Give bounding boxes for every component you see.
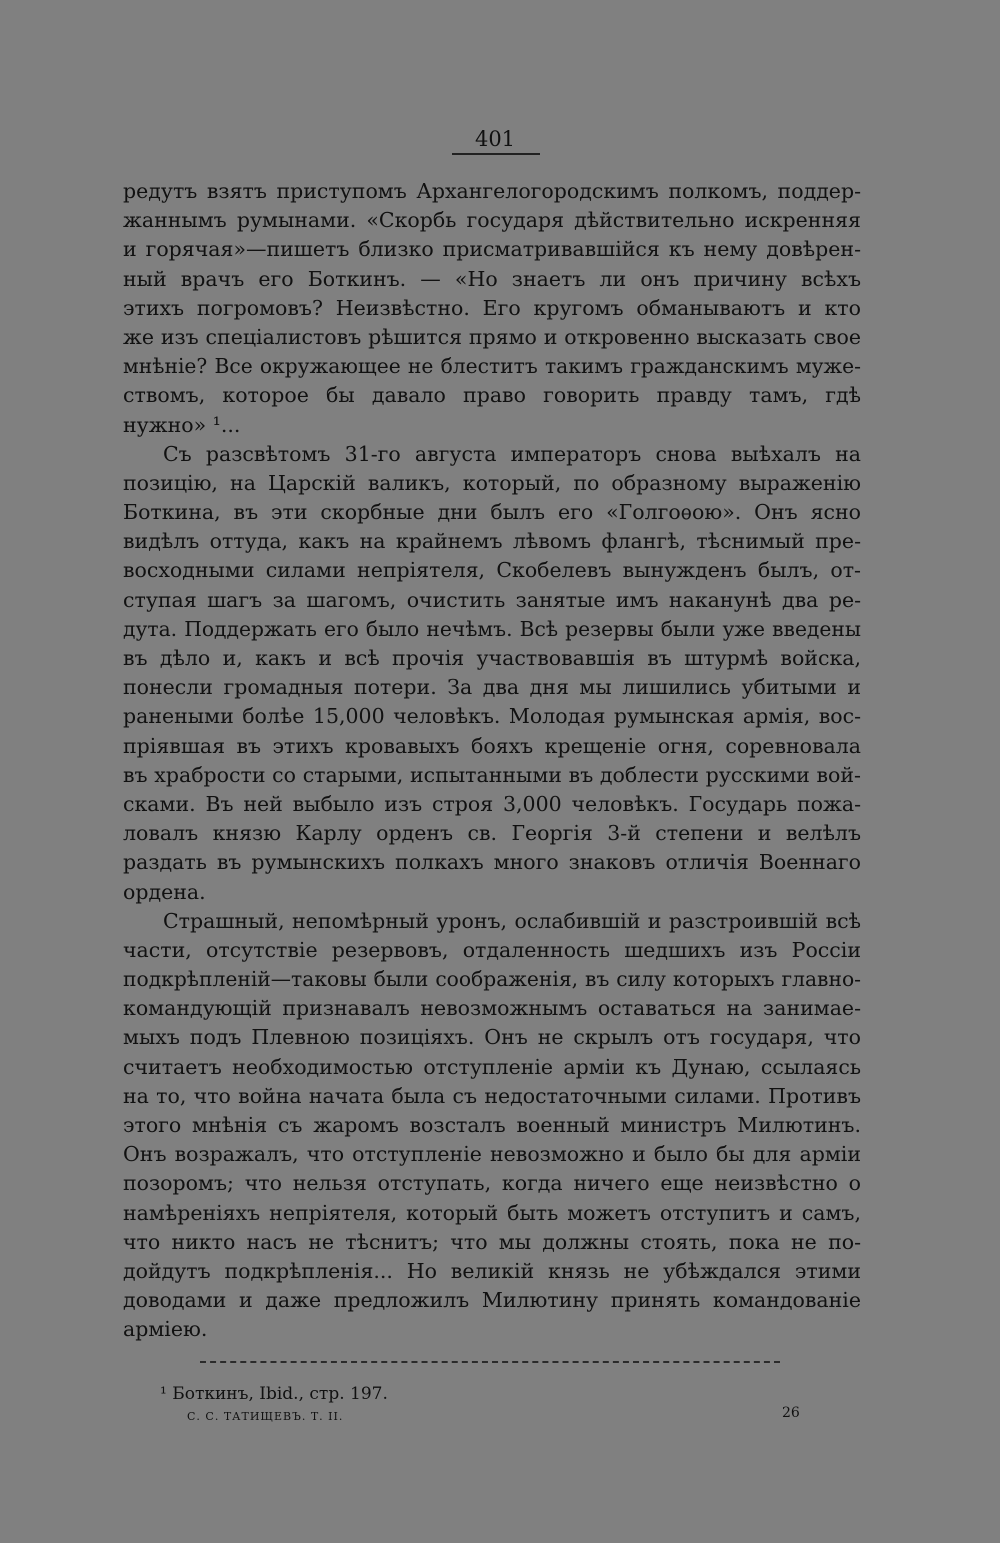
text-line: ордена. bbox=[123, 879, 206, 904]
text-line: мнѣніе? Все окружающее не блеститъ такимъ гражданскимъ муже- bbox=[123, 354, 861, 379]
text-line: Онъ возражалъ, что отступленіе невозможно и было бы для арміи bbox=[123, 1142, 861, 1167]
text-line: ступая шагъ за шагомъ, очистить занятые имъ наканунѣ два ре- bbox=[123, 587, 861, 612]
text-line: восходными силами непріятеля, Скобелевъ вынужденъ былъ, от- bbox=[123, 558, 861, 583]
text-line: жаннымъ румынами. «Скорбь государя дѣйствительно искренняя bbox=[123, 208, 861, 233]
text-line: этого мнѣнія съ жаромъ возсталъ военный министръ Милютинъ. bbox=[123, 1113, 861, 1137]
text-line: понесли громадныя потери. За два дня мы лишились убитыми и bbox=[123, 675, 861, 700]
text-line: ный врачъ его Боткинъ. — «Но знаетъ ли онъ причину всѣхъ bbox=[123, 266, 861, 291]
page-number-underline bbox=[452, 153, 540, 155]
text-line: части, отсутствіе резервовъ, отдаленность шедшихъ изъ Россіи bbox=[123, 937, 861, 962]
text-line: сками. Въ ней выбыло изъ строя 3,000 человѣкъ. Государь пожа- bbox=[123, 791, 861, 816]
printer-signature: С. С. ТАТИЩЕВЪ. Т. II. bbox=[187, 1410, 344, 1423]
text-line: командующій признавалъ невозможнымъ оставаться на занимае- bbox=[123, 996, 861, 1021]
text-line: ловалъ князю Карлу орденъ св. Георгія 3-й степени и велѣлъ bbox=[123, 821, 861, 846]
text-line: доводами и даже предложилъ Милютину принять командованіе bbox=[123, 1288, 861, 1313]
text-line: подкрѣпленій—таковы были соображенія, въ силу которыхъ главно- bbox=[123, 967, 861, 992]
text-line: видѣлъ оттуда, какъ на крайнемъ лѣвомъ флангѣ, тѣснимый пре- bbox=[123, 529, 861, 554]
text-line: въ храбрости со старыми, испытанными въ доблести русскими вой- bbox=[123, 762, 861, 787]
text-line: этихъ погромовъ? Неизвѣстно. Его кругомъ обманываютъ и кто bbox=[123, 295, 861, 320]
footnote-separator bbox=[200, 1361, 780, 1364]
text-line: раздать въ румынскихъ полкахъ много знаковъ отличія Военнаго bbox=[123, 850, 861, 875]
sheet-number: 26 bbox=[782, 1405, 800, 1421]
text-line: нужно» ¹... bbox=[123, 412, 241, 437]
text-line: же изъ спеціалистовъ рѣшится прямо и откровенно высказать свое bbox=[123, 324, 861, 349]
text-line: ранеными болѣе 15,000 человѣкъ. Молодая румынская армія, вос- bbox=[123, 704, 861, 729]
text-line: позицію, на Царскій валикъ, который, по образному выраженію bbox=[123, 470, 861, 495]
text-line: Боткина, въ эти скорбные дни былъ его «Голгоѳою». Онъ ясно bbox=[123, 500, 861, 525]
text-line: намѣреніяхъ непріятеля, который быть можетъ отступитъ и самъ, bbox=[123, 1200, 861, 1225]
text-line: арміею. bbox=[123, 1317, 208, 1342]
footnote: ¹ Боткинъ, Ibid., стр. 197. bbox=[160, 1384, 388, 1404]
text-line: Страшный, непомѣрный уронъ, ослабившій и разстроившій всѣ bbox=[163, 908, 861, 933]
text-line: Съ разсвѣтомъ 31-го августа императоръ снова выѣхалъ на bbox=[163, 441, 861, 466]
text-line: считаетъ необходимостью отступленіе арміи къ Дунаю, ссылаясь bbox=[123, 1054, 861, 1079]
text-line: въ дѣло и, какъ и всѣ прочія участвовавшія въ штурмѣ войска, bbox=[123, 646, 861, 670]
page-number: 401 bbox=[474, 127, 516, 151]
text-line: и горячая»—пишетъ близко присматривавшійся къ нему довѣрен- bbox=[123, 237, 861, 262]
text-line: редутъ взятъ приступомъ Архангелогородскимъ полкомъ, поддер- bbox=[123, 179, 861, 203]
text-line: мыхъ подъ Плевною позиціяхъ. Онъ не скрылъ отъ государя, что bbox=[123, 1025, 861, 1050]
text-line: позоромъ; что нельзя отступать, когда ничего еще неизвѣстно о bbox=[123, 1171, 861, 1196]
text-line: на то, что война начата была съ недостаточными силами. Противъ bbox=[123, 1083, 861, 1108]
body-text bbox=[123, 177, 861, 1345]
text-line: дойдутъ подкрѣпленія... Но великій князь не убѣждался этими bbox=[123, 1258, 861, 1283]
text-line: что никто насъ не тѣснитъ; что мы должны стоять, пока не по- bbox=[123, 1229, 861, 1254]
text-line: дута. Поддержать его было нечѣмъ. Всѣ резервы были уже введены bbox=[123, 616, 861, 641]
text-line: ствомъ, которое бы давало право говорить правду тамъ, гдѣ bbox=[123, 383, 861, 408]
text-line: пріявшая въ этихъ кровавыхъ бояхъ крещеніе огня, соревновала bbox=[123, 733, 861, 758]
